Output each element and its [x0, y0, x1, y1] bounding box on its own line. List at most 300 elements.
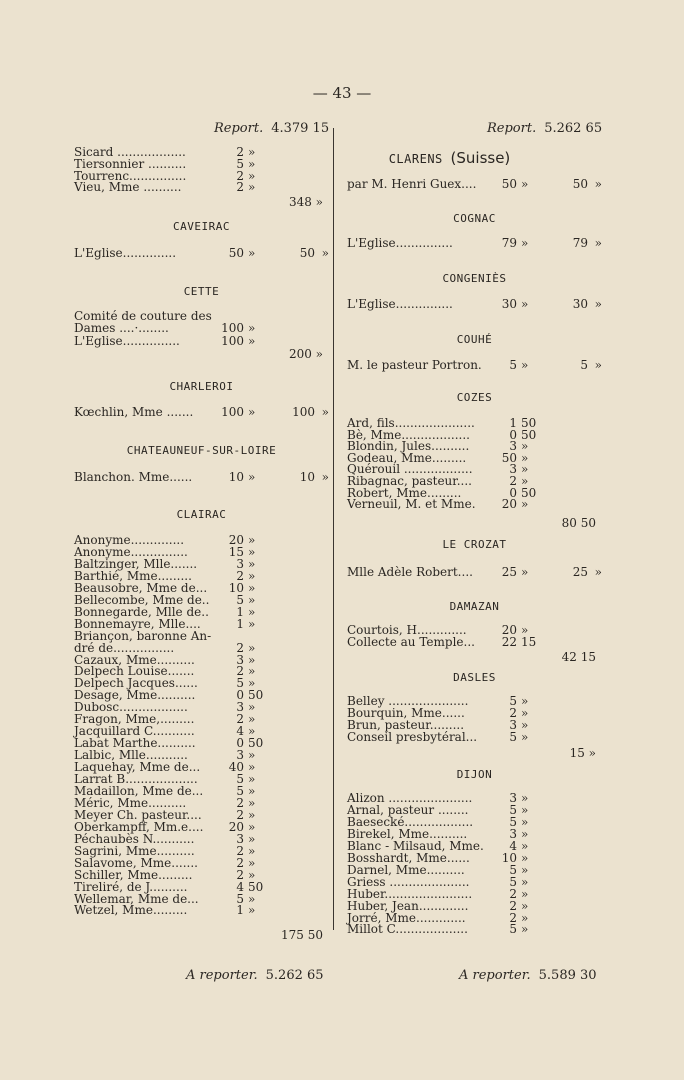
entry-cents: »: [521, 358, 529, 372]
entry-total-cents: »: [594, 177, 602, 191]
entry-cents: »: [521, 791, 529, 805]
entry-cents: »: [248, 712, 256, 727]
reporter-label: A reporter.: [459, 968, 531, 983]
entry-row: [74, 335, 329, 347]
section-title-chateauneuf: CHATEAUNEUF-SUR-LOIRE: [126, 444, 277, 457]
entry-francs: 0: [236, 736, 244, 751]
entry-francs: 3: [236, 831, 244, 846]
entry-francs: 5: [509, 922, 517, 937]
entry-name: Bourquin, Mme......: [347, 706, 465, 720]
entry-name: Tireliré, de J..........: [74, 879, 188, 894]
entry-row: [347, 731, 602, 743]
entry-name: Conseil presbytéral...: [347, 730, 478, 744]
report-label: Report.: [214, 121, 264, 136]
entry-francs: 0: [509, 427, 517, 442]
entry-name: Jorré, Mme.............: [347, 910, 466, 925]
entry-cents: »: [248, 676, 256, 691]
entry-name: Méric, Mme..........: [74, 795, 187, 810]
entry-francs: 20: [501, 623, 517, 637]
entry-row: [347, 636, 602, 648]
entry-francs: 5: [236, 676, 244, 691]
entry-francs: 10: [501, 850, 517, 865]
entry-cents: »: [521, 802, 529, 817]
entry-francs: 3: [236, 652, 244, 667]
reporter-amount: 5.589 30: [538, 968, 597, 983]
entry-row: [347, 852, 602, 864]
entry-row: [347, 923, 602, 935]
entry-francs: 15: [228, 544, 244, 559]
entry-francs: 5: [509, 730, 517, 744]
entry-row: [74, 606, 329, 618]
entry-francs: 2: [236, 795, 244, 810]
entry-row: [74, 158, 329, 170]
entry-cents: »: [248, 640, 256, 655]
entry-total: 50: [299, 246, 315, 260]
entry-cents: 50: [521, 416, 537, 430]
entry-francs: 3: [236, 748, 244, 763]
entry-row: [74, 833, 329, 845]
entry-total: 5: [580, 358, 588, 372]
entry-name: Larrat B...................: [74, 772, 198, 786]
entry-cents: »: [521, 898, 529, 913]
entry-name: Belley .....................: [347, 694, 469, 708]
clarens-country: (Suisse): [450, 149, 511, 167]
entry-name: Jacquillard C...........: [74, 724, 195, 739]
entry-cents: »: [521, 730, 529, 744]
entry-row: [74, 630, 329, 642]
entry-name: Comité de couture des: [74, 309, 212, 323]
entry-cents: »: [521, 236, 529, 250]
section-title-couhe: COUHÉ: [456, 333, 493, 346]
entry-cents: »: [521, 814, 529, 829]
entry-row: [347, 876, 602, 888]
entry-francs: 2: [509, 474, 517, 488]
entry-row: [74, 322, 329, 334]
entry-name: Vieu, Mme ..........: [74, 180, 182, 195]
entry-cents: »: [248, 795, 256, 810]
entry-name: L'Eglise...............: [347, 297, 453, 311]
report-line: [214, 121, 329, 136]
entry-francs: 5: [509, 802, 517, 817]
entry-name: Verneuil, M. et Mme.: [347, 497, 476, 512]
entry-cents: »: [248, 724, 256, 739]
entry-name: Baltzinger, Mlle.......: [74, 556, 198, 571]
entry-francs: 2: [236, 807, 244, 822]
entry-cents: »: [248, 580, 256, 595]
entry-francs: 2: [236, 855, 244, 870]
entry-cents: »: [248, 544, 256, 559]
entry-cents: 50: [521, 485, 537, 500]
entry-francs: 3: [509, 718, 517, 732]
entry-name: Briançon, baronne An-: [74, 628, 212, 643]
section-title-charleroi: CHARLEROI: [169, 380, 234, 393]
entry-francs: 2: [236, 640, 244, 655]
entry-francs: 1: [236, 604, 244, 619]
entry-francs: 5: [509, 862, 517, 877]
entry-cents: »: [248, 772, 256, 786]
entry-francs: 2: [236, 867, 244, 882]
report-amount: 4.379 15: [271, 121, 330, 136]
entry-name: L'Eglise...............: [74, 333, 180, 348]
entry-row: [347, 237, 602, 249]
entry-francs: 1: [236, 616, 244, 631]
entry-name: Quérouil ..................: [347, 462, 473, 477]
entry-name: Salavome, Mme.......: [74, 855, 198, 870]
entry-cents: »: [248, 760, 256, 775]
entry-row: [74, 582, 329, 594]
subtotal: 15 »: [569, 746, 596, 760]
entry-name: Péchaubès N...........: [74, 831, 195, 846]
entry-francs: 100: [221, 405, 244, 419]
entry-francs: 5: [509, 814, 517, 829]
subtotal: 200 »: [288, 347, 323, 361]
entry-name: Anonyme...............: [74, 544, 188, 559]
entry-name: Tourrenc...............: [74, 168, 187, 183]
section-title-congenies: CONGENIÈS: [442, 272, 507, 285]
entry-cents: »: [521, 439, 529, 454]
entry-francs: 4: [236, 879, 244, 894]
subtotal: 175 50: [281, 928, 323, 942]
entry-francs: 2: [236, 168, 244, 183]
entry-row: [74, 881, 329, 893]
entry-cents: »: [521, 886, 529, 901]
entry-name: Wellemar, Mme de...: [74, 891, 199, 906]
entry-francs: 50: [228, 246, 244, 260]
entry-row: [347, 888, 602, 900]
entry-cents: »: [248, 168, 256, 183]
section-title-dasles: DASLES: [453, 671, 496, 684]
entry-cents: 50: [521, 427, 537, 442]
entry-francs: 5: [236, 772, 244, 786]
entry-cents: »: [248, 783, 256, 798]
subtotal: 42 15: [561, 650, 596, 664]
entry-francs: 5: [509, 358, 517, 372]
entry-francs: 2: [236, 843, 244, 858]
entry-name: Oberkampff, Mm.e....: [74, 819, 204, 834]
reporter-line: [186, 968, 324, 983]
entry-row: [74, 642, 329, 654]
entry-cents: »: [248, 855, 256, 870]
entry-francs: 2: [509, 706, 517, 720]
entry-francs: 3: [509, 462, 517, 477]
entry-cents: »: [248, 568, 256, 583]
entry-name: Bonnemayre, Mlle....: [74, 616, 201, 631]
entry-name: Labat Marthe..........: [74, 736, 196, 751]
entry-name: Schiller, Mme.........: [74, 867, 193, 882]
entry-name: Cazaux, Mme..........: [74, 652, 195, 667]
entry-francs: 3: [509, 439, 517, 454]
entry-row: [347, 298, 602, 310]
entry-francs: 50: [501, 450, 517, 465]
left-column: [74, 0, 329, 1080]
entry-francs: 3: [509, 791, 517, 805]
entry-name: Sagrini, Mme..........: [74, 843, 195, 858]
entry-row: [74, 618, 329, 630]
entry-francs: 5: [509, 874, 517, 889]
entry-name: Birekel, Mme..........: [347, 826, 468, 841]
report-amount: 5.262 65: [544, 121, 603, 136]
section-title-dijon: DIJON: [456, 768, 493, 781]
entry-name: Dubosc..................: [74, 700, 188, 715]
entry-cents: »: [248, 903, 256, 918]
entry-total: 25: [572, 565, 588, 579]
entry-name: Huber.......................: [347, 886, 473, 901]
entry-cents: »: [248, 405, 256, 419]
entry-total: 10: [299, 470, 315, 484]
entry-name: Millot C...................: [347, 922, 468, 937]
entry-name: Bellecombe, Mme de..: [74, 592, 210, 607]
entry-cents: »: [248, 246, 256, 260]
entry-francs: 79: [501, 236, 517, 250]
entry-cents: »: [521, 706, 529, 720]
subtotal: 80 50: [561, 516, 596, 530]
entry-name: Bosshardt, Mme......: [347, 850, 470, 865]
entry-cents: »: [521, 862, 529, 877]
entry-row: [347, 498, 602, 510]
entry-name: Beausobre, Mme de...: [74, 580, 208, 595]
entry-francs: 2: [236, 712, 244, 727]
entry-cents: »: [248, 616, 256, 631]
column-divider: [333, 128, 334, 930]
section-title-clairac: CLAIRAC: [176, 508, 227, 521]
entry-total-cents: »: [594, 565, 602, 579]
section-title-crozat: LE CROZAT: [442, 538, 507, 551]
right-column: [347, 0, 602, 1080]
entry-name: Godeau, Mme.........: [347, 450, 467, 465]
entry-name: Mlle Adèle Robert....: [347, 565, 473, 579]
entry-name: Baesecké..................: [347, 814, 474, 829]
entry-name: Lalbic, Mlle...........: [74, 748, 188, 763]
entry-name: Courtois, H.............: [347, 623, 467, 637]
entry-cents: »: [521, 177, 529, 191]
entry-name: Wetzel, Mme.........: [74, 903, 188, 918]
entry-francs: 2: [236, 664, 244, 679]
entry-francs: 22: [501, 635, 517, 649]
entry-name: M. le pasteur Portron.: [347, 358, 482, 372]
entry-cents: »: [248, 180, 256, 195]
section-title-caveirac: CAVEIRAC: [173, 220, 230, 233]
entry-name: Blanc - Milsaud, Mme.: [347, 838, 484, 853]
entry-francs: 2: [236, 145, 244, 159]
section-title-damazan: DAMAZAN: [449, 600, 500, 613]
entry-francs: 5: [236, 891, 244, 906]
entry-cents: »: [248, 145, 256, 159]
entry-row: [74, 594, 329, 606]
entry-francs: 3: [236, 556, 244, 571]
entry-cents: »: [248, 831, 256, 846]
entry-cents: 50: [248, 879, 264, 894]
entry-francs: 40: [228, 760, 244, 775]
entry-name: Dames ....·........: [74, 321, 169, 335]
entry-cents: »: [248, 807, 256, 822]
entry-total: 100: [292, 405, 315, 419]
entry-francs: 10: [228, 470, 244, 484]
entry-francs: 0: [236, 688, 244, 703]
entry-francs: 2: [236, 180, 244, 195]
entry-cents: »: [248, 652, 256, 667]
entry-total-cents: »: [321, 246, 329, 260]
entry-name: Robert, Mme.........: [347, 485, 462, 500]
clarens-title: CLARENS: [388, 152, 443, 166]
entry-cents: »: [248, 664, 256, 679]
entry-cents: »: [248, 321, 256, 335]
entry-name: Meyer Ch. pasteur....: [74, 807, 202, 822]
entry-cents: »: [248, 700, 256, 715]
entry-name: Laquehay, Mme de...: [74, 760, 201, 775]
entry-cents: »: [248, 891, 256, 906]
entry-francs: 5: [236, 592, 244, 607]
entry-row: [74, 247, 329, 259]
entry-row: [74, 869, 329, 881]
entry-name: Ribagnac, pasteur....: [347, 474, 472, 488]
entry-total: 30: [572, 297, 588, 311]
entry-total-cents: »: [594, 236, 602, 250]
entry-name: Delpech Jacques......: [74, 676, 198, 691]
entry-cents: »: [248, 843, 256, 858]
entry-cents: »: [521, 910, 529, 925]
entry-total-cents: »: [321, 470, 329, 484]
page-number: — 43 —: [312, 84, 372, 102]
entry-francs: 4: [509, 838, 517, 853]
entry-name: Alizon ......................: [347, 791, 473, 805]
entry-francs: 0: [509, 485, 517, 500]
entry-name: Tiersonnier ..........: [74, 156, 187, 171]
entry-francs: 5: [509, 694, 517, 708]
entry-francs: 2: [236, 568, 244, 583]
entry-row: [347, 359, 602, 371]
entry-cents: »: [521, 718, 529, 732]
entry-total-cents: »: [594, 297, 602, 311]
entry-row: [74, 181, 329, 193]
entry-cents: »: [248, 533, 256, 547]
entry-francs: 4: [236, 724, 244, 739]
entry-francs: 2: [509, 886, 517, 901]
entry-cents: 50: [248, 736, 264, 751]
entry-francs: 3: [509, 826, 517, 841]
entry-cents: »: [248, 156, 256, 171]
entry-name: Ard, fils.....................: [347, 416, 475, 430]
entry-cents: »: [521, 826, 529, 841]
entry-cents: »: [521, 838, 529, 853]
entry-francs: 100: [221, 333, 244, 348]
entry-row: [74, 821, 329, 833]
entry-name: Desage, Mme..........: [74, 688, 196, 703]
entry-name: Darnel, Mme..........: [347, 862, 465, 877]
entry-row: [74, 904, 329, 916]
entry-cents: 50: [248, 688, 264, 703]
entry-total-cents: »: [594, 358, 602, 372]
entry-cents: »: [248, 470, 256, 484]
entry-name: Fragon, Mme,.........: [74, 712, 195, 727]
entry-name: Delpech Louise.......: [74, 664, 195, 679]
report-line: [487, 121, 602, 136]
entry-cents: »: [521, 462, 529, 477]
entry-francs: 3: [236, 700, 244, 715]
entry-francs: 20: [501, 497, 517, 512]
entry-cents: »: [521, 922, 529, 937]
entry-cents: »: [248, 333, 256, 348]
entry-cents: »: [521, 623, 529, 637]
entry-name: Arnal, pasteur ........: [347, 802, 469, 817]
entry-cents: »: [521, 874, 529, 889]
section-title-cozes: COZES: [456, 391, 493, 404]
entry-row: [74, 857, 329, 869]
entry-cents: »: [521, 450, 529, 465]
reporter-line: [459, 968, 597, 983]
entry-cents: »: [521, 565, 529, 579]
report-label: Report.: [487, 121, 537, 136]
subtotal: 348 »: [288, 195, 323, 209]
entry-name: dré de................: [74, 640, 175, 655]
entry-name: Blanchon. Mme......: [74, 470, 193, 484]
entry-name: Blondin, Jules..........: [347, 439, 470, 454]
entry-cents: »: [248, 867, 256, 882]
entry-francs: 30: [501, 297, 517, 311]
section-title-cette: CETTE: [183, 285, 220, 298]
entry-total: 79: [572, 236, 588, 250]
section-title-clarens: [322, 149, 577, 167]
entry-row: [74, 471, 329, 483]
entry-row: [347, 900, 602, 912]
entry-name: Griess .....................: [347, 874, 470, 889]
entry-name: Barthié, Mme.........: [74, 568, 192, 583]
entry-francs: 100: [221, 321, 244, 335]
entry-row: [347, 178, 602, 190]
entry-total-cents: »: [321, 405, 329, 419]
entry-francs: 25: [501, 565, 517, 579]
entry-cents: »: [248, 819, 256, 834]
entry-name: Bonnegarde, Mlle de..: [74, 604, 209, 619]
entry-name: L'Eglise..............: [74, 246, 177, 260]
entry-total: 50: [572, 177, 588, 191]
section-title-cognac: COGNAC: [453, 212, 496, 225]
entry-name: Kœchlin, Mme .......: [74, 405, 194, 419]
entry-name: par M. Henri Guex....: [347, 177, 477, 191]
entry-cents: »: [521, 297, 529, 311]
entry-name: L'Eglise...............: [347, 236, 453, 250]
entry-row: [347, 864, 602, 876]
entry-row: [74, 406, 329, 418]
entry-francs: 2: [509, 898, 517, 913]
entry-name: Brun, pasteur.........: [347, 718, 465, 732]
entry-name: Anonyme..............: [74, 533, 185, 547]
reporter-amount: 5.262 65: [265, 968, 324, 983]
entry-cents: »: [521, 694, 529, 708]
entry-francs: 1: [236, 903, 244, 918]
entry-francs: 5: [236, 156, 244, 171]
entry-row: [347, 566, 602, 578]
entry-cents: »: [521, 497, 529, 512]
entry-name: Huber, Jean.............: [347, 898, 469, 913]
entry-francs: 5: [236, 783, 244, 798]
entry-name: Bè, Mme..................: [347, 427, 470, 442]
entry-cents: 15: [521, 635, 537, 649]
entry-francs: 10: [228, 580, 244, 595]
entry-cents: »: [248, 556, 256, 571]
entry-francs: 50: [501, 177, 517, 191]
entry-francs: 20: [228, 533, 244, 547]
entry-francs: 20: [228, 819, 244, 834]
reporter-label: A reporter.: [186, 968, 258, 983]
entry-cents: »: [248, 604, 256, 619]
entry-cents: »: [521, 850, 529, 865]
entry-cents: »: [248, 592, 256, 607]
entry-name: Madaillon, Mme de...: [74, 783, 204, 798]
entry-francs: 1: [509, 416, 517, 430]
entry-row: [347, 840, 602, 852]
entry-francs: 2: [509, 910, 517, 925]
entry-name: Sicard ..................: [74, 145, 186, 159]
